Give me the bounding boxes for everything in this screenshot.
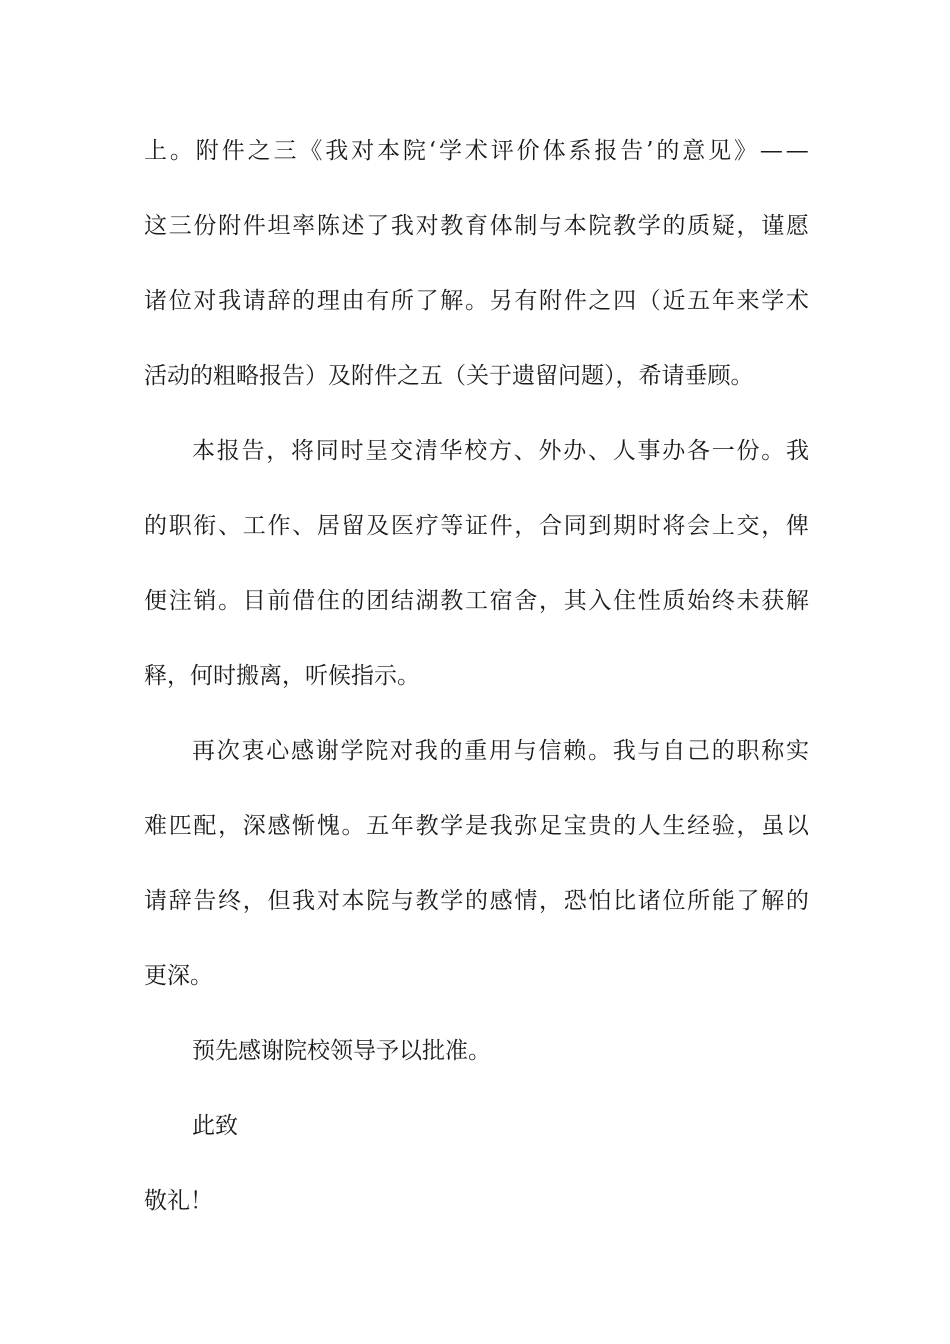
closing-line: 敬礼！ [144,1188,213,1214]
text-line: 便 注 销 。 目 前 借 住 的 团 结 湖 教 工 宿 舍 ， 其 入 住 性 质 始 终 未 获 解 [144,588,809,614]
text-line: 请 辞 告 终 ， 但 我 对 本 院 与 教 学 的 感 情 ， 恐 怕 比 诸 位 所 能 了 解 的 [144,888,809,914]
text-line: 再 次 衷 心 感 谢 学 院 对 我 的 重 用 与 信 赖 。 我 与 自 己 的 职 称 实 [192,738,809,764]
text-line: 更深。 [144,963,213,989]
text-line: 活动的粗略报告）及附件之五（关于遗留问题），希请垂顾。 [144,363,754,389]
text-line: 上 。 附 件 之 三 《 我 对 本 院 ‘ 学 术 评 价 体 系 报 告 ’ 的 意 见 》 — — [144,138,809,164]
text-line: 释，何时搬离，听候指示。 [144,663,420,689]
text-line: 这 三 份 附 件 坦 率 陈 述 了 我 对 教 育 体 制 与 本 院 教 学 的 质 疑 ， 谨 愿 [144,213,809,239]
text-line: 诸 位 对 我 请 辞 的 理 由 有 所 了 解 。 另 有 附 件 之 四 （ 近 五 年 来 学 术 [144,288,809,314]
salutation-line: 此致 [192,1113,238,1139]
text-line: 本 报 告 ， 将 同 时 呈 交 清 华 校 方 、 外 办 、 人 事 办 各 一 份 。 我 [192,438,809,464]
text-line: 的 职 衔 、 工 作 、 居 留 及 医 疗 等 证 件 ， 合 同 到 期 时 将 会 上 交 ， 俾 [144,513,809,539]
text-line: 预先感谢院校领导予以批准。 [192,1038,491,1064]
text-line: 难 匹 配 ， 深 感 惭 愧 。 五 年 教 学 是 我 弥 足 宝 贵 的 人 生 经 验 ， 虽 以 [144,813,809,839]
